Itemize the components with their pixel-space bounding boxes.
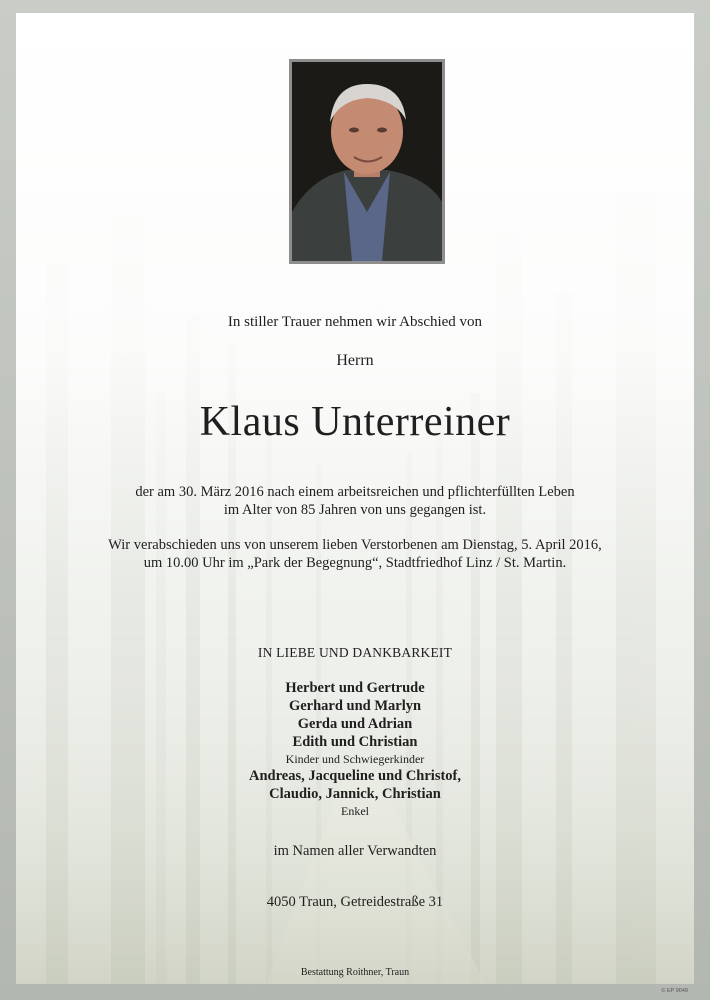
dedication: IN LIEBE UND DANKBARKEIT xyxy=(257,645,453,660)
children-label: Kinder und Schwiegerkinder xyxy=(285,752,425,766)
mourners-list xyxy=(0,679,710,819)
deceased-name: Klaus Unterreiner xyxy=(199,399,511,445)
grandchildren-line: Andreas, Jacqueline und Christof, xyxy=(248,768,462,784)
portrait-photo xyxy=(289,59,445,264)
grandchildren-label: Enkel xyxy=(341,804,369,818)
relatives-text: im Namen aller Verwandten xyxy=(273,843,437,859)
ceremony-details xyxy=(0,536,710,572)
life-details xyxy=(0,483,710,519)
intro-text: In stiller Trauer nehmen wir Abschied von xyxy=(227,314,483,330)
ceremony-line: Wir verabschieden uns von unserem lieben Verstorbenen am Dienstag, 5. April 2016, xyxy=(108,537,602,553)
address: 4050 Traun, Getreidestraße 31 xyxy=(266,894,444,910)
child-couple: Herbert und Gertrude xyxy=(285,680,425,696)
person-photo-icon xyxy=(292,62,442,261)
details-line: im Alter von 85 Jahren von uns gegangen ist. xyxy=(223,502,487,518)
grandchildren-line: Claudio, Jannick, Christian xyxy=(269,786,441,802)
details-line: der am 30. März 2016 nach einem arbeitsreichen und pflichterfüllten Leben xyxy=(135,484,575,500)
reference-code: © EP 9049 xyxy=(661,988,688,994)
child-couple: Edith und Christian xyxy=(292,734,418,750)
child-couple: Gerhard und Marlyn xyxy=(288,698,422,714)
child-couple: Gerda und Adrian xyxy=(297,716,413,732)
undertaker: Bestattung Roithner, Traun xyxy=(300,967,410,978)
ceremony-line: um 10.00 Uhr im „Park der Begegnung“, Stadtfriedhof Linz / St. Martin. xyxy=(143,555,567,571)
salutation: Herrn xyxy=(336,352,374,369)
